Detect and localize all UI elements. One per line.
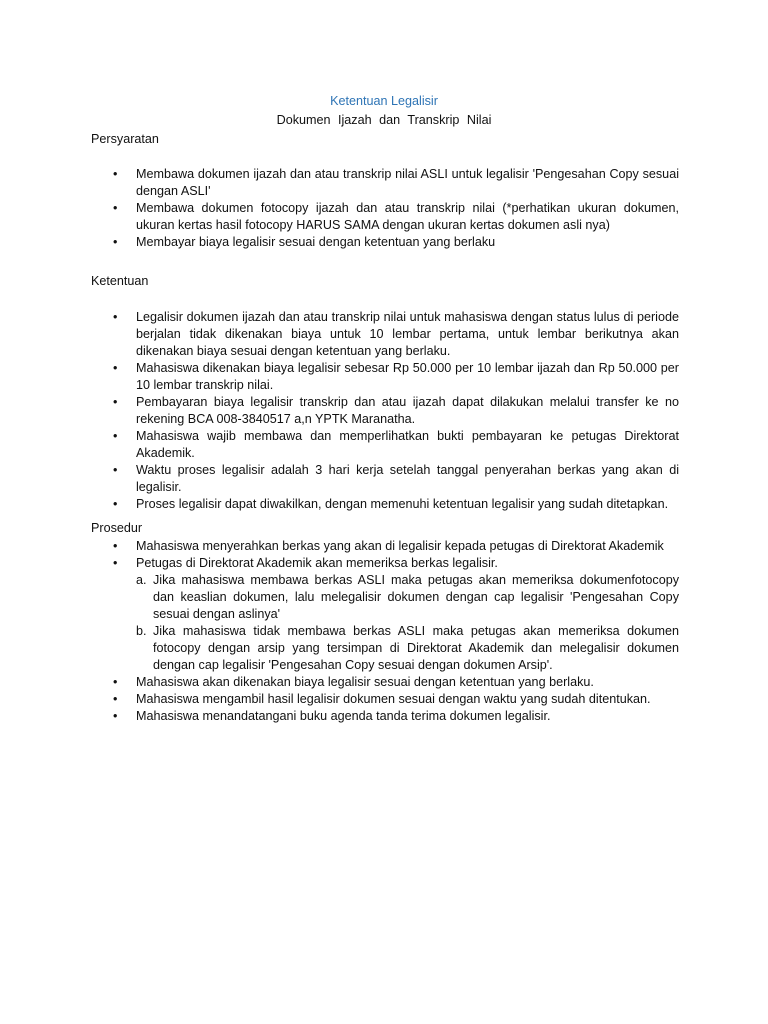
list-item: • Legalisir dokumen ijazah dan atau transkrip nilai untuk mahasiswa dengan status lulus di periode berjalan tidak dikenakan biaya untuk 10 lembar pertama, untuk lembar berikutnya akan dikenakan biaya sesuai dengan ketentuan yang berlaku. (91, 309, 679, 360)
list-item (91, 555, 679, 674)
sub-list-item (136, 572, 679, 623)
document-title: Ketentuan Legalisir (330, 94, 438, 108)
list-item: • Mahasiswa mengambil hasil legalisir dokumen sesuai dengan waktu yang sudah ditentukan. (91, 691, 679, 708)
list-item: • Mahasiswa wajib membawa dan memperlihatkan bukti pembayaran ke petugas Direktorat Akademik. (91, 428, 679, 462)
list-item-text: Petugas di Direktorat Akademik akan memeriksa berkas legalisir. (136, 556, 498, 570)
persyaratan-list (91, 166, 679, 251)
sub-list-text: Jika mahasiswa tidak membawa berkas ASLI maka petugas akan memeriksa dokumen fotocopy dengan arsip yang tersimpan di Direktorat Akademik dan melegalisir dokumen dengan cap legalisir 'Pengesahan Copy sesuai dengan dokumen Arsip'. (153, 624, 679, 672)
list-item: • Proses legalisir dapat diwakilkan, dengan memenuhi ketentuan legalisir yang sudah ditetapkan. (91, 496, 679, 513)
list-item: • Mahasiswa dikenakan biaya legalisir sebesar Rp 50.000 per 10 lembar ijazah dan Rp 50.000 per 10 lembar transkrip nilai. (91, 360, 679, 394)
section-heading-persyaratan: Persyaratan (91, 132, 159, 146)
list-item: • Mahasiswa menyerahkan berkas yang akan di legalisir kepada petugas di Direktorat Akademik (91, 538, 679, 555)
list-item: • Membawa dokumen ijazah dan atau transkrip nilai ASLI untuk legalisir 'Pengesahan Copy sesuai dengan ASLI' (91, 166, 679, 200)
sub-list-marker: a. (136, 573, 147, 587)
list-item: • Mahasiswa akan dikenakan biaya legalisir sesuai dengan ketentuan yang berlaku. (91, 674, 679, 691)
section-heading-prosedur: Prosedur (91, 521, 143, 535)
list-item: • Membawa dokumen fotocopy ijazah dan atau transkrip nilai (*perhatikan ukuran dokumen, ukuran kertas hasil fotocopy HARUS SAMA dengan ukuran kertas dokumen asli nya) (91, 200, 679, 234)
section-heading-ketentuan: Ketentuan (91, 274, 149, 288)
sub-list-marker: b. (136, 624, 147, 638)
document-subtitle: Dokumen Ijazah dan Transkrip Nilai (276, 113, 492, 127)
prosedur-list (91, 538, 679, 725)
sub-list-text: Jika mahasiswa membawa berkas ASLI maka petugas akan memeriksa dokumenfotocopy dan keaslian dokumen, lalu melegalisir dokumen dengan cap legalisir 'Pengesahan Copy sesuai dengan aslinya' (153, 573, 679, 621)
list-item: • Waktu proses legalisir adalah 3 hari kerja setelah tanggal penyerahan berkas yang akan di legalisir. (91, 462, 679, 496)
ketentuan-list (91, 309, 679, 513)
sub-list-item (136, 623, 679, 674)
prosedur-sublist (136, 572, 679, 674)
list-item: • Membayar biaya legalisir sesuai dengan ketentuan yang berlaku (91, 234, 679, 251)
list-item: • Mahasiswa menandatangani buku agenda tanda terima dokumen legalisir. (91, 708, 679, 725)
list-item: • Pembayaran biaya legalisir transkrip dan atau ijazah dapat dilakukan melalui transfer ke no rekening BCA 008-3840517 a,n YPTK Maranatha. (91, 394, 679, 428)
